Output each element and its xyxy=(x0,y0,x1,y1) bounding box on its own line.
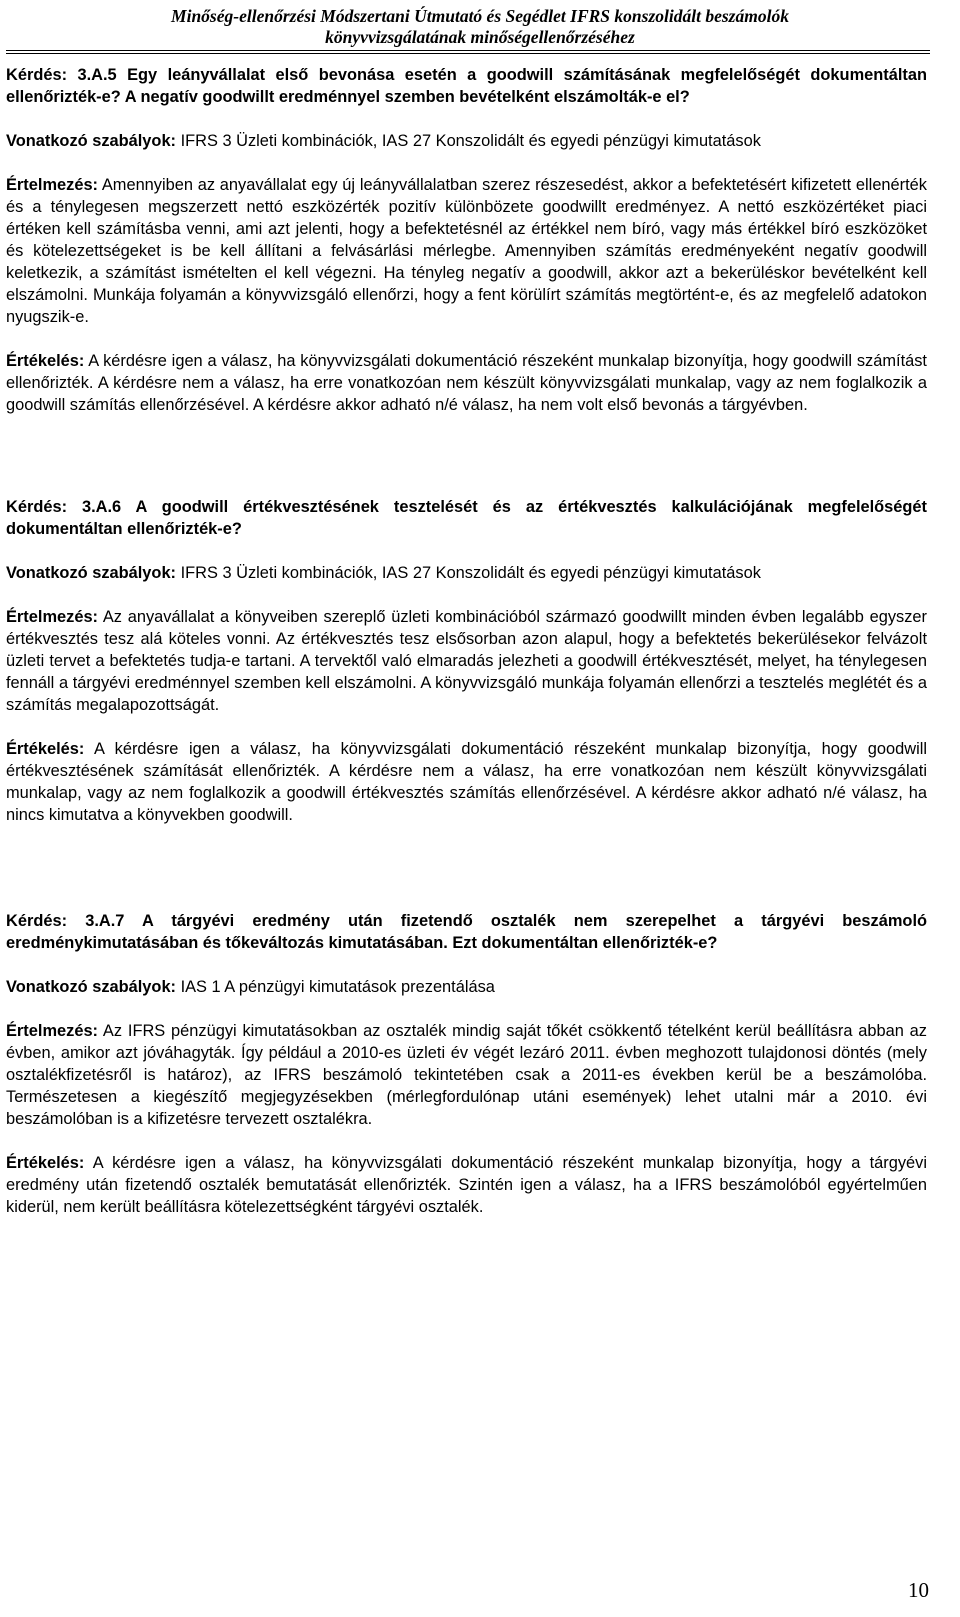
rules-label: Vonatkozó szabályok: xyxy=(6,564,177,582)
page-number: 10 xyxy=(908,1578,929,1602)
question-label: Kérdés: xyxy=(6,912,86,930)
interpretation-label: Értelmezés: xyxy=(6,608,99,626)
question-3a6 xyxy=(6,496,927,540)
header-line-1: Minőség-ellenőrzési Módszertani Útmutató és Segédlet IFRS konszolidált beszámolók xyxy=(171,6,789,26)
evaluation-3a7 xyxy=(6,1152,927,1218)
rules-text: IFRS 3 Üzleti kombinációk, IAS 27 Konszolidált és egyedi pénzügyi kimutatások xyxy=(176,132,761,150)
rules-text: IFRS 3 Üzleti kombinációk, IAS 27 Konszolidált és egyedi pénzügyi kimutatások xyxy=(176,564,761,582)
interpretation-text: Amennyiben az anyavállalat egy új leányvállalatban szerez részesedést, akkor a befektetésért kifizetett ellenérték és a ténylegesen megszerzett nettó eszközérték pozitív különbözete goodwillt eredményez. A nettó eszközértéket piaci értéken kell számításba venni, ami azt jelenti, hogy a befektetésnél az értékkel nem bíró, vagy más értékkel bíró eszközöket és kötelezettségeket is be kell állítani a felvásárlási mérlegbe. Amennyiben számítás eredményeként negatív goodwill keletkezik, a számítást ismételten el kell végezni. Ha tényleg negatív a goodwill, akkor azt a bekerüléskor bevételként kell elszámolni. Munkája folyamán a könyvvizsgáló ellenőrzi, hogy a fent körülírt számítás megtörtént-e, és az megfelelő adatokon nyugszik-e. xyxy=(6,176,927,326)
evaluation-3a5 xyxy=(6,350,927,416)
question-label: Kérdés: xyxy=(6,498,82,516)
interpretation-3a7 xyxy=(6,1020,927,1130)
interpretation-text: Az anyavállalat a könyveiben szereplő üzleti kombinációból származó goodwillt minden évben legalább egyszer értékvesztés tesz alá köteles vonni. Az értékvesztés tesz elsősorban azon alapul, hogy a befektetés bekerülésekor felvázolt üzleti tervet a befektetés tudja-e tartani. A tervektől való elmaradás jelezheti a goodwill értékvesztését, melyet, ha ténylegesen fennáll a tárgyévi eredménnyel szemben kell elszámolni. A könyvvizsgáló munkája folyamán ellenőrzi a tesztelés meglétét és a számítás megalapozottságát. xyxy=(6,608,927,714)
rules-text: IAS 1 A pénzügyi kimutatások prezentálása xyxy=(176,978,495,996)
question-text: 3.A.5 Egy leányvállalat első bevonása esetén a goodwill számításának megfelelőségét dokumentáltan ellenőrizték-e? A negatív goodwillt eredménnyel szemben bevételként elszámolták-e el? xyxy=(6,66,927,106)
evaluation-label: Értékelés: xyxy=(6,740,85,758)
rules-label: Vonatkozó szabályok: xyxy=(6,978,177,996)
interpretation-label: Értelmezés: xyxy=(6,1022,99,1040)
question-label: Kérdés: xyxy=(6,66,78,84)
question-text: 3.A.7 A tárgyévi eredmény után fizetendő osztalék nem szerepelhet a tárgyévi beszámoló eredménykimutatásában és tőkeváltozás kimutatásában. Ezt dokumentáltan ellenőrizték-e? xyxy=(6,912,928,952)
interpretation-label: Értelmezés: xyxy=(6,176,99,194)
interpretation-text: Az IFRS pénzügyi kimutatásokban az osztalék mindig saját tőkét csökkentő tételként kerül beállításra abban az évben, amikor azt jóváhagyták. Így például a 2010-es üzleti év végét lezáró 2011. évben meghozott tulajdonosi döntés (mely osztalékfizetésről is határoz), az IFRS beszámoló tekintetében csak a 2011-es években kerül be a beszámolóba. Természetesen a kiegészítő megjegyzésekben (mérlegfordulónap utáni események) lehet utalni már a 2010. évi beszámolóban is a kifizetésre tervezett osztalékra. xyxy=(6,1022,927,1128)
header-rule-bottom xyxy=(6,53,930,54)
running-header xyxy=(0,6,960,48)
rules-3a6 xyxy=(6,562,927,584)
question-3a7 xyxy=(6,910,927,954)
evaluation-label: Értékelés: xyxy=(6,352,85,370)
evaluation-text: A kérdésre igen a válasz, ha könyvvizsgálati dokumentáció részeként munkalap bizonyítja, hogy goodwill számítást ellenőrizték. A kérdésre nem a válasz, ha erre vonatkozóan nem készült könyvvizsgálati munkalap, vagy az nem foglalkozik a goodwill számítás ellenőrzésével. A kérdésre akkor adható n/é válasz, ha nem volt első bevonás a tárgyévben. xyxy=(6,352,927,414)
rules-label: Vonatkozó szabályok: xyxy=(6,132,177,150)
question-text: 3.A.6 A goodwill értékvesztésének tesztelését és az értékvesztés kalkulációjának megfelelőségét dokumentáltan ellenőrizték-e? xyxy=(6,498,927,538)
question-3a5 xyxy=(6,64,927,108)
rules-3a7 xyxy=(6,976,927,998)
evaluation-3a6 xyxy=(6,738,927,826)
header-rule-top xyxy=(6,50,930,51)
interpretation-3a5 xyxy=(6,174,927,328)
header-line-2: könyvvizsgálatának minőségellenőrzéséhez xyxy=(325,27,635,47)
interpretation-3a6 xyxy=(6,606,927,716)
evaluation-text: A kérdésre igen a válasz, ha könyvvizsgálati dokumentáció részeként munkalap bizonyítja, hogy goodwill értékvesztésének számítását ellenőrizték. A kérdésre nem a válasz, ha erre vonatkozóan nem készült könyvvizsgálati munkalap, vagy az nem foglalkozik a goodwill értékvesztés számítás ellenőrzésével. A kérdésre akkor adható n/é válasz, ha nincs kimutatva a könyvekben goodwill. xyxy=(6,740,927,824)
evaluation-text: A kérdésre igen a válasz, ha könyvvizsgálati dokumentáció részeként munkalap bizonyítja, hogy a tárgyévi eredmény után fizetendő osztalék bemutatását ellenőrizték. Szintén igen a válasz, ha a IFRS beszámolóból egyértelműen kiderül, nem került beállításra kötelezettségként tárgyévi osztalék. xyxy=(6,1154,927,1216)
evaluation-label: Értékelés: xyxy=(6,1154,85,1172)
document-body xyxy=(6,64,927,1218)
rules-3a5 xyxy=(6,130,927,152)
